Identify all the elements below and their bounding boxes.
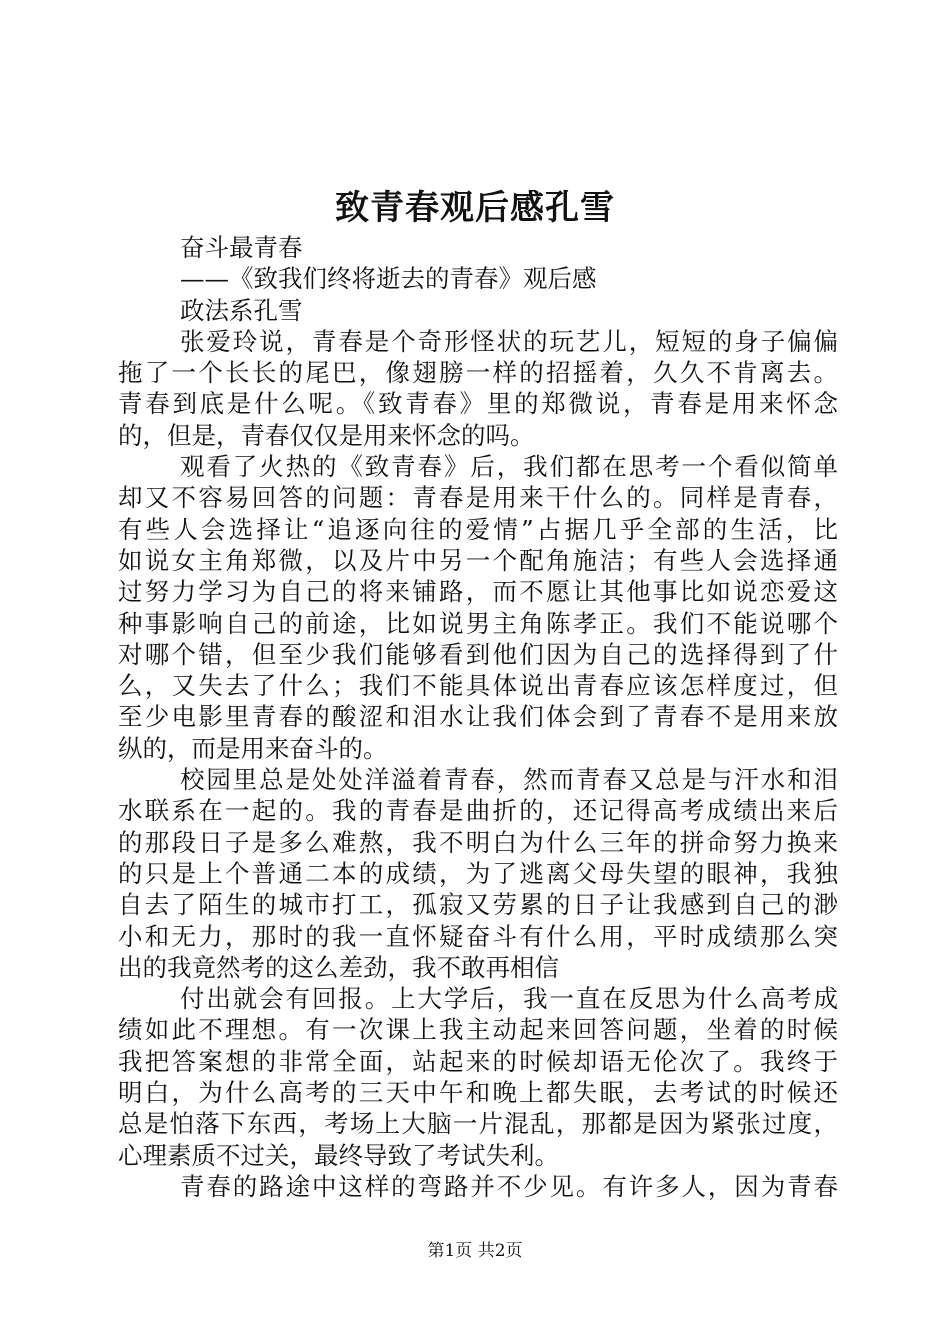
body-line: 至少电影里青春的酸涩和泪水让我们体会到了青春不是用来放	[118, 702, 838, 732]
body-line: 心理素质不过关，最终导致了考试失利。	[118, 1140, 559, 1170]
body-line: 么，又失去了什么；我们不能具体说出青春应该怎样度过，但	[118, 671, 838, 701]
body-line: 的，但是，青春仅仅是用来怀念的吗。	[118, 420, 535, 450]
body-line: 水联系在一起的。我的青春是曲折的，还记得高考成绩出来后	[118, 796, 838, 826]
body-line: ——《致我们终将逝去的青春》观后感	[180, 264, 597, 294]
body-line: 自去了陌生的城市打工，孤寂又劳累的日子让我感到自己的渺	[118, 890, 838, 920]
body-line: 总是怕落下东西，考场上大脑一片混乱，那都是因为紧张过度，	[118, 1109, 838, 1139]
body-line: 有些人会选择让“追逐向往的爱情”占据几乎全部的生活，比	[118, 514, 838, 544]
body-line: 拖了一个长长的尾巴，像翅膀一样的招摇着，久久不肯离去。	[118, 358, 838, 388]
body-line: 绩如此不理想。有一次课上我主动起来回答问题，坐着的时候	[118, 1015, 838, 1045]
body-line: 纵的，而是用来奋斗的。	[118, 733, 388, 763]
body-line: 明白，为什么高考的三天中午和晚上都失眠，去考试的时候还	[118, 1078, 838, 1108]
body-line: 的那段日子是多么难熬，我不明白为什么三年的拼命努力换来	[118, 827, 838, 857]
body-line: 过努力学习为自己的将来铺路，而不愿让其他事比如说恋爱这	[118, 577, 838, 607]
body-line: 青春到底是什么呢。《致青春》里的郑微说，青春是用来怀念	[118, 389, 838, 419]
body-line: 对哪个错，但至少我们能够看到他们因为自己的选择得到了什	[118, 639, 838, 669]
body-line: 青春的路途中这样的弯路并不少见。有许多人，因为青春	[180, 1171, 838, 1201]
body-line: 政法系孔雪	[180, 295, 303, 325]
document-body	[118, 232, 838, 1202]
page-footer: 第1页 共2页	[427, 1241, 523, 1261]
body-line: 校园里总是处处洋溢着青春，然而青春又总是与汗水和泪	[180, 765, 838, 795]
body-line: 我把答案想的非常全面，站起来的时候却语无伦次了。我终于	[118, 1046, 838, 1076]
body-line: 出的我竟然考的这么差劲，我不敢再相信	[118, 952, 559, 982]
body-line: 小和无力，那时的我一直怀疑奋斗有什么用，平时成绩那么突	[118, 921, 838, 951]
document-title: 致青春观后感孔雪	[335, 188, 615, 228]
body-line: 种事影响自己的前途，比如说男主角陈孝正。我们不能说哪个	[118, 608, 838, 638]
body-line: 的只是上个普通二本的成绩，为了逃离父母失望的眼神，我独	[118, 858, 838, 888]
body-line: 奋斗最青春	[180, 233, 303, 262]
body-line: 如说女主角郑微，以及片中另一个配角施洁；有些人会选择通	[118, 545, 838, 575]
body-line: 却又不容易回答的问题：青春是用来干什么的。同样是青春，	[118, 483, 838, 513]
body-line: 观看了火热的《致青春》后，我们都在思考一个看似简单	[180, 452, 838, 482]
body-line: 张爱玲说，青春是个奇形怪状的玩艺儿，短短的身子偏偏	[180, 326, 838, 356]
body-line: 付出就会有回报。上大学后，我一直在反思为什么高考成	[180, 984, 838, 1014]
